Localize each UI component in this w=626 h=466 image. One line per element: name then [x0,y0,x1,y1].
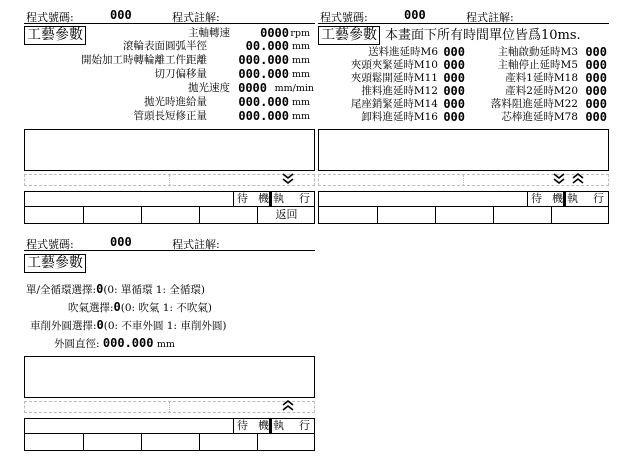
select-value[interactable]: 0 [96,318,104,332]
param-label: 切刀偏移量 [154,68,207,80]
param-value[interactable]: 000 [443,71,465,85]
page-title: 工藝參數 [24,254,86,273]
param-value[interactable]: 000 [585,71,607,85]
status-machine: 機 [552,192,563,205]
param-label: 卸料進延時M16 [361,111,438,123]
param-label: 主軸啟動延時M3 [497,46,578,58]
param-value[interactable]: 000.000 [238,53,289,67]
select-hint: (0: 不車外圓 1: 車削外圓) [103,320,227,332]
param-value[interactable]: 000 [443,45,465,59]
param-value[interactable]: 000.000 [238,95,289,109]
param-label: 主軸停止延時M5 [497,59,578,71]
status-machine: 機 [258,192,269,205]
param-value[interactable]: 000 [585,58,607,72]
param-value[interactable]: 000 [443,84,465,98]
status-indicator-row [318,174,609,186]
param-value[interactable]: 0000 [238,81,267,95]
param-value[interactable]: 000 [585,84,607,98]
param-value[interactable]: 000.000 [238,67,289,81]
param-label: 滾輪表面圓弧半徑 [123,40,207,52]
outer-turning-select-row[interactable] [30,318,226,333]
param-label: 芯棒進延時M78 [501,111,578,123]
param-row[interactable] [24,54,315,67]
param-label: 管頭長短修正量 [133,110,207,122]
param-value[interactable]: 000 [585,45,607,59]
page-title: 工藝參數 [318,26,380,45]
param-label: 尾座銷緊延時M14 [350,98,438,110]
status-indicator-row [24,174,315,186]
param-label: 拋光時進給量 [144,96,207,108]
function-key[interactable] [199,207,257,223]
status-indicator-row [24,401,315,413]
param-row[interactable] [24,68,315,81]
status-wait: 待 [527,192,542,206]
param-value[interactable]: 000 [443,97,465,111]
program-note-label: 程式註解: [466,11,514,24]
select-label: 吹氣選擇: [68,302,114,314]
param-value[interactable]: 000 [585,97,607,111]
param-value[interactable]: 000 [585,110,607,124]
function-key[interactable] [493,207,551,223]
status-cursor [269,192,272,206]
function-key[interactable] [257,434,315,450]
select-hint: (0: 單循環 1: 全循環) [103,284,205,296]
status-bar [24,191,315,207]
param-row[interactable] [24,96,315,109]
status-bar [318,191,609,207]
param-row[interactable] [24,110,315,123]
status-exec: 執 [567,192,578,205]
indicator-divider [169,175,170,185]
select-label: 車削外圓選擇: [30,320,97,332]
program-header [24,236,315,251]
select-value[interactable]: 000.000 [102,336,154,350]
param-row[interactable] [24,40,315,53]
param-label: 夾頭夾緊延時M10 [350,59,438,71]
indicator-divider [463,175,464,185]
program-number-label: 程式號碼: [320,11,368,24]
status-bar [24,418,315,434]
panel-process-params-2 [318,8,609,205]
program-header [24,9,315,24]
program-number-label: 程式號碼: [26,238,74,251]
param-label: 產料2延時M20 [505,85,578,97]
function-key-row [318,207,609,224]
function-key[interactable] [377,207,435,223]
param-value[interactable]: 0000 [260,26,289,40]
param-unit: mm [291,111,310,122]
program-number-value: 000 [110,235,132,249]
function-key[interactable] [199,434,257,450]
select-label: 單/全循環選擇: [26,284,97,296]
status-exec: 執 [273,192,284,205]
program-header [318,9,609,24]
status-row: 行 [299,419,310,432]
function-key[interactable] [83,207,141,223]
status-machine: 機 [258,419,269,432]
time-unit-notice: 本畫面下所有時間單位皆爲10ms. [385,28,581,43]
status-exec: 執 [273,419,284,432]
param-row[interactable] [24,82,315,95]
param-label: 推料進延時M12 [361,85,438,97]
program-number-value: 000 [404,8,426,22]
param-unit: mm [291,69,310,80]
param-unit: mm [291,97,310,108]
param-unit: mm [291,55,310,66]
status-wait: 待 [233,419,248,433]
status-cursor [269,419,272,433]
program-number-label: 程式號碼: [26,11,74,24]
function-key-row [24,207,315,224]
param-unit: mm [291,41,310,52]
param-unit: rpm [290,28,310,39]
status-row: 行 [299,192,310,205]
message-area [318,129,609,171]
function-key-row [24,434,315,451]
param-label: 主軸轉速 [188,27,230,39]
param-label: 送料進延時M6 [368,46,438,58]
outer-diameter-row[interactable] [54,336,175,352]
status-wait: 待 [233,192,248,206]
program-note-label: 程式註解: [172,238,220,251]
select-unit: mm [156,339,175,350]
select-value[interactable]: 0 [113,300,121,314]
status-cursor [563,192,566,206]
param-label: 開始加工時轉輪離工件距離 [81,54,207,66]
cycle-select-row[interactable] [26,282,205,297]
param-value[interactable]: 000 [443,58,465,72]
function-key[interactable] [141,434,199,450]
function-key[interactable] [141,207,199,223]
param-value[interactable]: 000.000 [238,109,289,123]
page-down-icon[interactable] [282,173,294,188]
param-value[interactable]: 000 [443,110,465,124]
function-key[interactable] [551,207,609,223]
function-key[interactable] [435,207,493,223]
back-button[interactable]: 返回 [257,207,315,223]
message-area [24,356,315,398]
select-value[interactable]: 0 [96,282,104,296]
page-down-icon[interactable] [553,173,565,188]
page-up-icon[interactable] [572,173,584,188]
param-label: 拋光速度 [188,82,230,94]
param-value[interactable]: 00.000 [245,39,289,53]
program-number-value: 000 [110,8,132,22]
param-label: 落料阻進延時M22 [490,98,578,110]
function-key[interactable] [83,434,141,450]
page-title: 工藝參數 [24,26,86,45]
blow-select-row[interactable] [68,300,212,315]
message-area [24,129,315,171]
status-row: 行 [593,192,604,205]
panel-process-params-3 [24,235,315,432]
page-up-icon[interactable] [282,400,294,415]
panel-process-params-1 [24,8,315,221]
program-note-label: 程式註解: [172,11,220,24]
select-label: 外圓直徑: [54,338,100,350]
param-label: 產料1延時M18 [505,72,578,84]
param-label: 夾頭鬆開延時M11 [350,72,438,84]
param-unit: mm/min [274,83,314,94]
indicator-divider [169,402,170,412]
select-hint: (0: 吹氣 1: 不吹氣) [120,302,212,314]
